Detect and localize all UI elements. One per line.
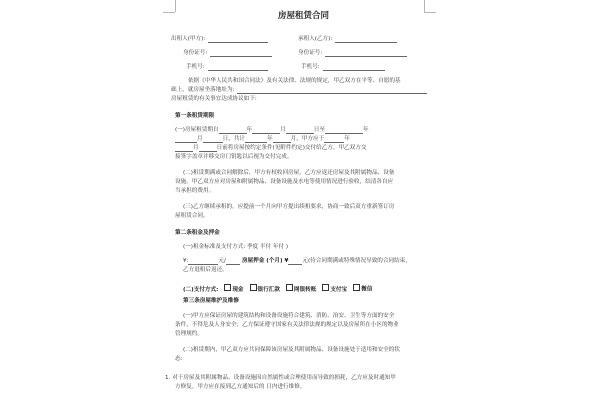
art3-para1-line2: 条件，不得危及人身安全；乙方保证遵守国家有关法律法规的规定以及房屋所在小区的物业 bbox=[175, 322, 399, 328]
art1-para2-line1: (二)租赁期满或合同解除后，甲方有权收回房屋，乙方应返还房屋及其附属物品、设备 bbox=[183, 170, 395, 176]
art1-para1-line3 bbox=[175, 145, 366, 152]
blank bbox=[226, 258, 240, 265]
wechat-checkbox[interactable] bbox=[353, 284, 360, 291]
lessor-row bbox=[171, 36, 268, 43]
lessor-phone-label: 手机号: bbox=[186, 64, 205, 70]
art3-para2-line2: 态: bbox=[175, 356, 183, 362]
art2-yen-label: ¥: bbox=[183, 258, 189, 264]
art1-p1c-rest: 日前将房屋按约定条件(见附件约定)交付给乙方。甲乙双方交 bbox=[216, 145, 367, 151]
lessee-id-label: 身份证号: bbox=[298, 50, 323, 56]
art2-payment-row bbox=[183, 284, 372, 294]
online-banking-option-label: 网银转账 bbox=[293, 286, 317, 293]
blank bbox=[245, 136, 267, 143]
blank bbox=[188, 258, 218, 265]
preamble-line-2 bbox=[171, 87, 427, 94]
document-title: 房屋租赁合同 bbox=[278, 11, 330, 21]
preamble-address-label: 础上，就房屋坐落地址为: bbox=[171, 87, 235, 93]
blank bbox=[175, 145, 193, 152]
art1-day1: 日至 bbox=[313, 127, 325, 133]
cash-checkbox[interactable] bbox=[224, 284, 231, 291]
art1-p1a: (一)房屋租赁期自 bbox=[175, 127, 219, 133]
art1-para2-line2: 设施。甲乙双方应对房屋和附属物品、设备设施及水电等使用情况进行验收，结清各自应 bbox=[175, 179, 394, 185]
art1-p1c-month: 月 bbox=[193, 145, 199, 151]
lessee-phone-label: 手机号: bbox=[301, 64, 320, 70]
alipay-option-label: 支付宝 bbox=[330, 286, 348, 293]
lessee-blank bbox=[335, 36, 397, 43]
blank bbox=[288, 258, 302, 265]
art1-year2: 年 bbox=[362, 127, 369, 133]
lessor-blank bbox=[208, 36, 268, 43]
blank bbox=[175, 136, 197, 143]
address-blank bbox=[237, 87, 427, 94]
art1-para1-line1 bbox=[175, 127, 369, 134]
lessor-id-row bbox=[183, 50, 272, 57]
lessee-phone-blank bbox=[323, 64, 385, 71]
bank-transfer-checkbox[interactable] bbox=[250, 284, 257, 291]
preamble-line-1: 依据《中华人民共和国合同法》及有关法律、法规的规定，甲乙双方在平等、自愿的基 bbox=[188, 78, 401, 84]
blank bbox=[199, 145, 217, 152]
article-1-heading: 第一条租赁期限 bbox=[175, 113, 215, 119]
alipay-checkbox[interactable] bbox=[322, 284, 329, 291]
lessee-label: 承租人(乙方): bbox=[298, 36, 333, 42]
blank bbox=[203, 136, 223, 143]
art1-p1b-year2: 年 bbox=[344, 136, 350, 142]
lessor-id-label: 身份证号: bbox=[183, 50, 208, 56]
art1-para1-line4: 接签字盖章并移交房门钥匙以后视为交付完成。 bbox=[175, 154, 293, 160]
art2-para2-line2: 乙方退租后返还。 bbox=[183, 267, 228, 273]
art2-deposit-rest: 元(待合同期满或特殊情况导致的合同结束， bbox=[302, 258, 411, 264]
lessee-row bbox=[298, 36, 397, 43]
lessor-id-blank bbox=[210, 50, 272, 57]
lessee-phone-row bbox=[301, 64, 385, 71]
art1-para3-line1: (三)乙方继续承租的，应提前一个月向甲方提出续租要求，协商一致后双方重新签订房 bbox=[183, 204, 395, 210]
art1-p1b-month: 月。甲方应于 bbox=[290, 136, 325, 142]
art1-para2-line3: 当承担的费用。 bbox=[175, 188, 215, 194]
art1-para1-line2 bbox=[175, 136, 350, 143]
cash-option-label: 现金 bbox=[232, 286, 244, 293]
blank bbox=[286, 127, 314, 134]
payment-method-label: (二)支付方式: bbox=[183, 286, 219, 293]
art2-unit: 元/ bbox=[218, 258, 226, 264]
art1-p1b-pre: 月 bbox=[197, 136, 203, 142]
art1-para3-line2: 屋租赁合同。 bbox=[175, 213, 209, 219]
blank bbox=[324, 136, 344, 143]
article-2-heading: 第二条租金及押金 bbox=[175, 230, 220, 236]
blank bbox=[219, 127, 247, 134]
art2-para1: (一)租金标准及支付方式: 季度 半付 年付 ) bbox=[183, 244, 289, 250]
preamble-line-3: 房屋租赁的有关事宜达成协议如下: bbox=[171, 96, 257, 102]
art3-para3-line1: 1. 对于房屋及其附属物品、设备设施因自然属性或合理使用而导致的损耗，乙方应及时通知甲 bbox=[165, 375, 396, 381]
article-3-heading: 第三条房屋维护及维修 bbox=[183, 298, 239, 304]
art2-deposit-label: 房屋押金 (个月) ¥ bbox=[241, 258, 289, 264]
art1-p1b-year: 年 bbox=[267, 136, 273, 142]
blank bbox=[273, 136, 291, 143]
blank bbox=[325, 127, 363, 134]
lessor-phone-blank bbox=[208, 64, 268, 71]
wechat-option-label: 微信 bbox=[361, 286, 373, 293]
art3-para2-line1: (二)租赁期内，甲乙双方应共同保障该房屋及其附属物品、设备设施处于适用和安全的状 bbox=[183, 347, 400, 353]
blank bbox=[252, 127, 280, 134]
lessor-phone-row bbox=[186, 64, 268, 71]
lessee-id-blank bbox=[325, 50, 407, 57]
lessor-label: 出租人(甲方): bbox=[171, 36, 206, 42]
art1-p1b-day: 日，共计 bbox=[222, 136, 245, 142]
art2-para2-line1 bbox=[183, 258, 411, 265]
bank-transfer-option-label: 银行汇款 bbox=[257, 286, 280, 293]
art1-year1: 年 bbox=[246, 127, 253, 133]
art1-month1: 月 bbox=[280, 127, 286, 133]
art3-para3-line2: 方修复。甲方应在接到乙方通知后的 日内进行维修。 bbox=[175, 384, 306, 390]
online-banking-checkbox[interactable] bbox=[286, 284, 293, 291]
document-page bbox=[153, 0, 453, 400]
art3-para1-line1: (一)甲方应保证房屋的建筑结构和设备设施符合建筑、消防、治安、卫生等方面的安全 bbox=[183, 313, 395, 319]
art3-para1-line3: 管理规约。 bbox=[175, 331, 203, 337]
lessee-id-row bbox=[298, 50, 407, 57]
